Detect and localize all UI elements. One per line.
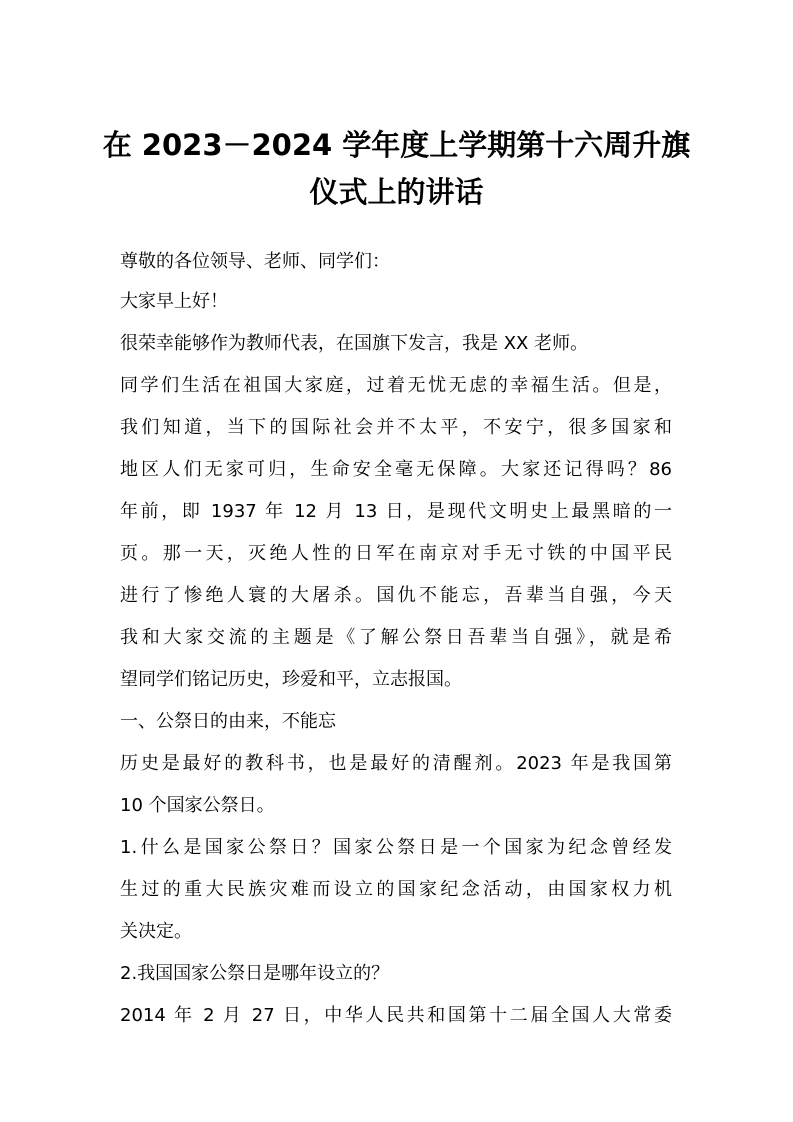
body-line: 同学们生活在祖国大家庭，过着无忧无虑的幸福生活。但是， — [120, 375, 672, 396]
body-line: 2014 年 2 月 27 日，中华人民共和国第十二届全国人大常委 — [120, 1005, 672, 1026]
section-heading: 一、公祭日的由来，不能忘 — [120, 711, 336, 732]
body-line: 10 个国家公祭日。 — [120, 795, 275, 816]
salutation: 尊敬的各位领导、老师、同学们： — [120, 251, 390, 272]
body-line: 生过的重大民族灾难而设立的国家纪念活动，由国家权力机 — [120, 879, 672, 900]
body-line: 页。那一天，灭绝人性的日军在南京对手无寸铁的中国平民 — [120, 543, 672, 564]
body-line: 我们知道，当下的国际社会并不太平，不安宁，很多国家和 — [120, 417, 672, 438]
body-line: 历史是最好的教科书，也是最好的清醒剂。2023 年是我国第 — [120, 753, 672, 774]
document-title-line-1: 在 2023－2024 学年度上学期第十六周升旗 — [102, 128, 691, 162]
body-line: 我和大家交流的主题是《了解公祭日吾辈当自强》，就是希 — [120, 627, 672, 648]
question-line: 1.什么是国家公祭日？国家公祭日是一个国家为纪念曾经发 — [120, 837, 672, 858]
question-line: 2.我国国家公祭日是哪年设立的？ — [120, 963, 390, 984]
body-line: 望同学们铭记历史，珍爱和平，立志报国。 — [120, 669, 462, 690]
body-line: 年前，即 1937 年 12 月 13 日，是现代文明史上最黑暗的一 — [120, 501, 672, 522]
body-line: 关决定。 — [120, 921, 192, 942]
body-line: 地区人们无家可归，生命安全毫无保障。大家还记得吗？86 — [120, 459, 672, 480]
body-line: 进行了惨绝人寰的大屠杀。国仇不能忘，吾辈当自强，今天 — [120, 585, 672, 606]
body-line: 很荣幸能够作为教师代表，在国旗下发言，我是 XX 老师。 — [120, 333, 589, 354]
greeting: 大家早上好！ — [120, 291, 228, 312]
document-title-line-2: 仪式上的讲话 — [309, 175, 484, 209]
